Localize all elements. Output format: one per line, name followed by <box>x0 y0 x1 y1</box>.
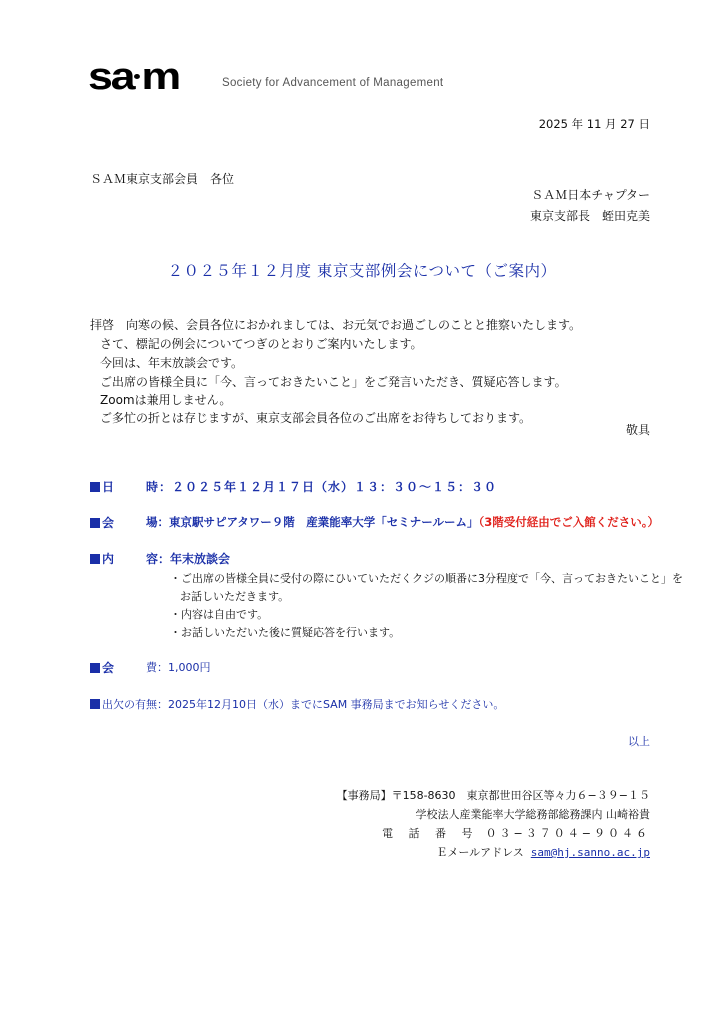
fee-value: 費：1,000円 <box>146 661 211 674</box>
logo-tagline: Society for Advancement of Management <box>222 77 444 89</box>
document-date: 2025 年 11 月 27 日 <box>538 117 650 131</box>
datetime-value: 時：２０２５年１２月１７日（水）１３：３０〜１５：３０ <box>146 480 498 494</box>
square-bullet-icon <box>90 554 100 564</box>
body-line: Zoomは兼用しません。 <box>100 393 232 407</box>
datetime-label: 日 <box>90 478 114 495</box>
office-phone <box>382 825 650 841</box>
venue-entry-note: （3階受付経由でご入館ください。） <box>478 515 659 529</box>
fee-label: 会 <box>90 659 114 676</box>
content-bullet: ・お話しいただいた後に質疑応答を行います。 <box>170 626 401 639</box>
content-bullet: ・ご出席の皆様全員に受付の際にひいていただくクジの順番に3分程度で「今、言っておきたいこと」を <box>170 572 683 585</box>
phone-label: 電 話 番 号 <box>382 827 479 840</box>
body-line-greeting: 拝啓 向寒の候、会員各位におかれましては、お元気でお過ごしのことと推察いたします。 <box>90 318 582 332</box>
content-bullet-continued: お話しいただきます。 <box>180 590 290 603</box>
phone-number: ０３−３７０４−９０４６ <box>485 827 650 840</box>
square-bullet-icon <box>90 699 100 709</box>
body-line: 今回は、年末放談会です。 <box>100 356 244 370</box>
content-bullet: ・内容は自由です。 <box>170 608 269 621</box>
venue-label: 会 <box>90 514 114 531</box>
closing-ijo: 以上 <box>628 735 650 748</box>
content-label: 内 <box>90 550 114 567</box>
logo-dot <box>134 74 140 79</box>
sam-logo <box>88 56 179 98</box>
email-label: Ｅメールアドレス <box>436 846 524 859</box>
sender-name: 東京支部長 蛭田克美 <box>529 209 650 223</box>
email-link[interactable]: sam@hj.sanno.ac.jp <box>530 846 650 859</box>
rsvp-line: 出欠の有無：2025年12月10日（水）までにSAM 事務局までお知らせください。 <box>90 696 504 712</box>
office-dept: 学校法人産業能率大学総務部総務課内 山崎裕貴 <box>415 808 650 821</box>
content-value: 容：年末放談会 <box>146 552 231 566</box>
logo-text-m: m <box>141 56 179 98</box>
closing-keigu: 敬具 <box>625 423 650 437</box>
logo-text-sa: sa <box>88 56 134 98</box>
document-title: ２０２５年１２月度 東京支部例会について（ご案内） <box>167 262 557 280</box>
body-line: さて、標記の例会についてつぎのとおりご案内いたします。 <box>100 337 423 351</box>
body-line: ご出席の皆様全員に「今、言っておきたいこと」をご発言いただき、質疑応答します。 <box>100 375 567 389</box>
office-email <box>436 844 650 860</box>
office-address: 【事務局】〒158-8630 東京都世田谷区等々力６−３９−１５ <box>336 789 650 802</box>
addressee: ＳＡＭ東京支部会員 各位 <box>90 172 235 186</box>
body-line: ご多忙の折とは存じますが、東京支部会員各位のご出席をお待ちしております。 <box>100 411 532 425</box>
sender-org: ＳＡＭ日本チャプター <box>531 188 650 202</box>
venue-text: 場：東京駅サピアタワー９階 産業能率大学「セミナールーム」 <box>146 515 479 529</box>
venue-value <box>146 514 659 530</box>
square-bullet-icon <box>90 518 100 528</box>
square-bullet-icon <box>90 482 100 492</box>
square-bullet-icon <box>90 663 100 673</box>
